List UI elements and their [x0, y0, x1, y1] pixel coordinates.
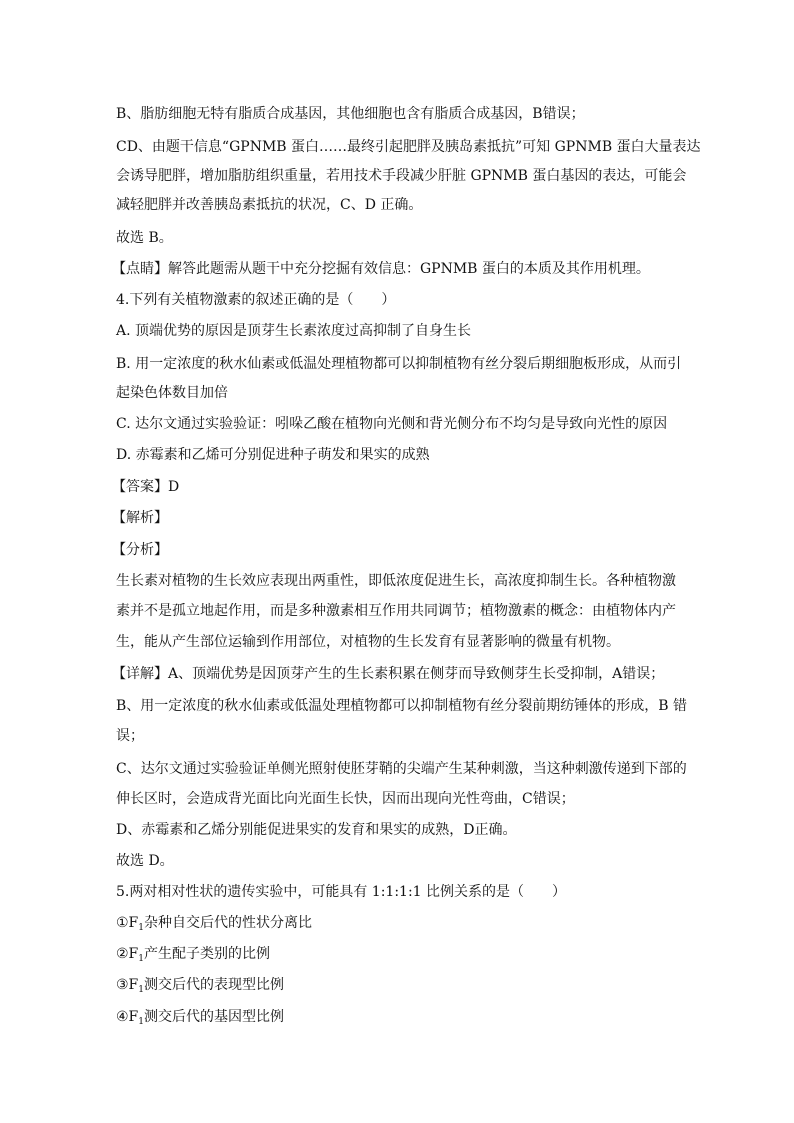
q4-detail-c-line-1: C、达尔文通过实验验证单侧光照射使胚芽鞘的尖端产生某种刺激，当这种刺激传递到下部的 [116, 761, 687, 777]
q4-detail-b-line-2: 误； [116, 728, 144, 744]
q4-fenxi-heading: 【分析】 [112, 542, 168, 558]
q4-option-b-line-1: B. 用一定浓度的秋水仙素或低温处理植物都可以抑制植物有丝分裂后期细胞板形成，从而引 [116, 356, 682, 372]
q4-option-a: A. 顶端优势的原因是顶芽生长素浓度过高抑制了自身生长 [116, 323, 472, 339]
q4-detail-c-line-2: 伸长区时，会造成背光面比向光面生长快，因而出现向光性弯曲，C错误； [116, 791, 575, 807]
q5-item-3: $③F_1$测交后代的表现型比例 [116, 977, 284, 995]
q4-analysis-line-3: 生，能从产生部位运输到作用部位，对植物的生长发育有显著影响的微量有机物。 [116, 634, 620, 650]
q4-option-d: D. 赤霉素和乙烯可分别促进种子萌发和果实的成熟 [116, 447, 430, 463]
q4-answer: 【答案】D [112, 479, 180, 495]
q5-stem: 5.两对相对性状的遗传实验中，可能具有 1:1:1:1 比例关系的是（ ） [116, 884, 567, 900]
q5-item-1: $①F_1$杂种自交后代的性状分离比 [116, 915, 312, 933]
q3-tip: 【点睛】解答此题需从题干中充分挖掘有效信息：GPNMB 蛋白的本质及其作用机理。 [112, 261, 650, 277]
q4-conclusion: 故选 D。 [116, 853, 174, 869]
q3-option-cd-explanation-line-3: 减轻肥胖并改善胰岛素抵抗的状况，C、D 正确。 [116, 197, 423, 213]
q4-option-b-line-2: 起染色体数目加倍 [116, 385, 228, 401]
q4-detail-a: 【详解】A、顶端优势是因顶芽产生的生长素积累在侧芽而导致侧芽生长受抑制，A错误； [112, 666, 665, 682]
q5-item-2: $②F_1$产生配子类别的比例 [116, 946, 270, 964]
q4-detail-d: D、赤霉素和乙烯分别能促进果实的发育和果实的成熟，D正确。 [116, 822, 517, 838]
q3-option-cd-explanation-line-1: CD、由题干信息“GPNMB 蛋白……最终引起肥胖及胰岛素抵抗”可知 GPNMB 蛋白大量表达 [116, 139, 701, 155]
q5-item-4: $④F_1$测交后代的基因型比例 [116, 1009, 284, 1027]
q3-option-b-explanation: B、脂肪细胞无特有脂质合成基因，其他细胞也含有脂质合成基因，B错误； [116, 106, 585, 122]
q4-jiexi-heading: 【解析】 [112, 510, 168, 526]
q4-option-c: C. 达尔文通过实验验证：吲哚乙酸在植物向光侧和背光侧分布不均匀是导致向光性的原因 [116, 416, 668, 432]
q4-stem: 4.下列有关植物激素的叙述正确的是（ ） [116, 292, 396, 308]
q3-option-cd-explanation-line-2: 会诱导肥胖，增加脂肪组织重量，若用技术手段减少肝脏 GPNMB 蛋白基因的表达，可能会 [116, 168, 687, 184]
q3-conclusion: 故选 B。 [116, 230, 173, 246]
q4-analysis-line-1: 生长素对植物的生长效应表现出两重性，即低浓度促进生长，高浓度抑制生长。各种植物激 [116, 573, 676, 589]
q4-analysis-line-2: 素并不是孤立地起作用，而是多种激素相互作用共同调节；植物激素的概念：由植物体内产 [116, 603, 676, 619]
q4-detail-b-line-1: B、用一定浓度的秋水仙素或低温处理植物都可以抑制植物有丝分裂前期纺锤体的形成，B 错 [116, 698, 688, 714]
